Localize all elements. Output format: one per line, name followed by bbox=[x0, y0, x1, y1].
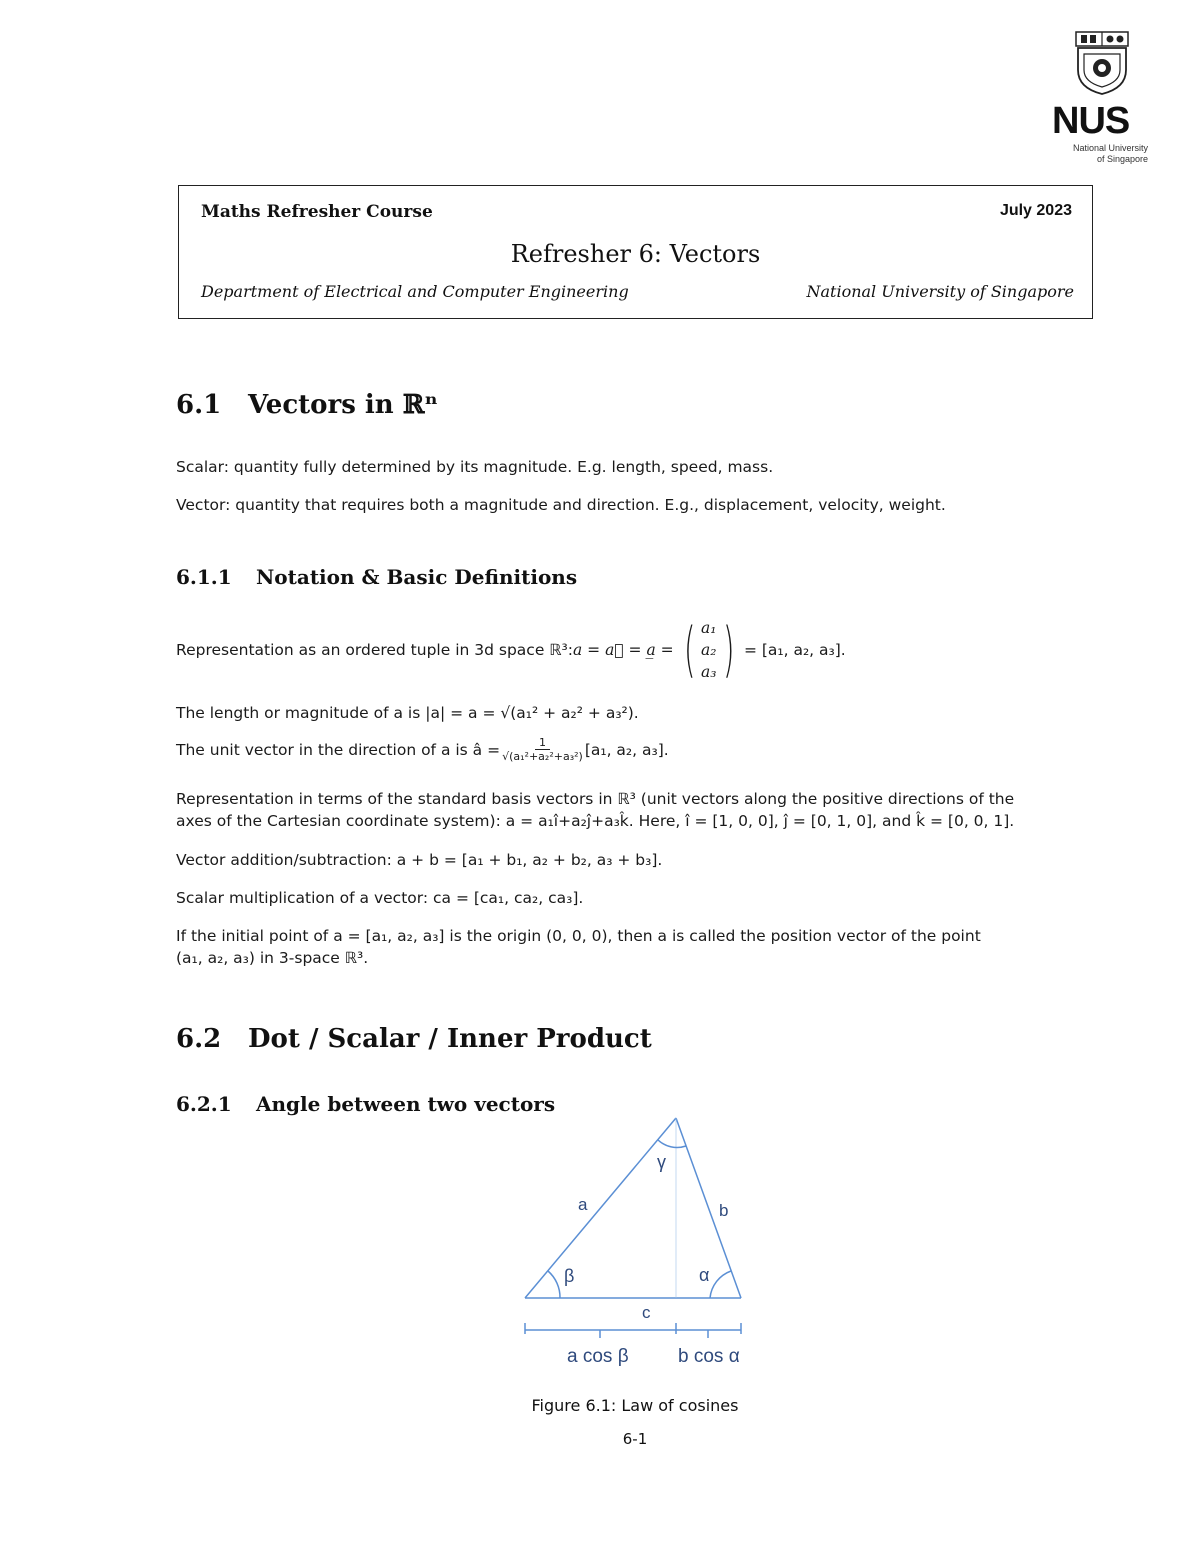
fraction-numerator: 1 bbox=[535, 736, 550, 750]
unit-suffix: [a₁, a₂, a₃]. bbox=[584, 740, 669, 759]
course-date: July 2023 bbox=[999, 202, 1072, 219]
basis-vectors-paragraph bbox=[176, 788, 1106, 832]
nus-logo-subtitle bbox=[1054, 143, 1148, 165]
label-alpha: α bbox=[699, 1265, 710, 1285]
representation-math: a = a⃗ = a̲ = bbox=[573, 641, 674, 659]
representation-suffix: = [a₁, a₂, a₃]. bbox=[743, 641, 846, 659]
logo-subtitle-line2: of Singapore bbox=[1096, 154, 1148, 164]
figure-caption: Figure 6.1: Law of cosines bbox=[531, 1396, 739, 1415]
scalar-definition: Scalar: quantity fully determined by its magnitude. E.g. length, speed, mass. bbox=[176, 458, 774, 476]
scalar-multiplication: Scalar multiplication of a vector: ca = [ca₁, ca₂, ca₃]. bbox=[176, 889, 584, 907]
column-entry: a₂ bbox=[701, 641, 717, 659]
university-name: National University of Singapore bbox=[806, 282, 1074, 301]
fraction-denominator: √(a₁²+a₂²+a₃²) bbox=[502, 750, 583, 763]
representation-line bbox=[176, 612, 846, 688]
section-heading-6-2 bbox=[176, 1024, 652, 1054]
nus-logo bbox=[1052, 30, 1148, 170]
label-b-cos-alpha: b cos α bbox=[678, 1346, 740, 1367]
position-line-2: (a₁, a₂, a₃) in 3-space ℝ³. bbox=[176, 949, 369, 967]
basis-line-1: Representation in terms of the standard basis vectors in ℝ³ (unit vectors along the positive directions of the bbox=[176, 790, 1015, 808]
unit-vector-definition bbox=[176, 736, 669, 763]
subsection-number: 6.1.1 bbox=[176, 565, 232, 589]
position-vector-paragraph bbox=[176, 925, 1106, 969]
page-number: 6-1 bbox=[622, 1430, 648, 1448]
course-name: Maths Refresher Course bbox=[201, 202, 433, 222]
representation-prefix: Representation as an ordered tuple in 3d space ℝ³: bbox=[176, 641, 573, 659]
logo-subtitle-line1: National University bbox=[1072, 143, 1148, 153]
section-heading-6-2-1 bbox=[176, 1092, 555, 1116]
right-paren: ) bbox=[722, 615, 735, 685]
basis-line-2: axes of the Cartesian coordinate system): a = a₁î+a₂ĵ+a₃k̂. Here, î = [1, 0, 0], ĵ = [0, 1, 0], and k̂ = [0, 0, 1]. bbox=[176, 812, 1015, 830]
label-a: a bbox=[578, 1195, 588, 1214]
position-line-1: If the initial point of a = [a₁, a₂, a₃] is the origin (0, 0, 0), then a is called the position vector of the point bbox=[176, 927, 981, 945]
section-heading-6-1-1 bbox=[176, 565, 577, 589]
beta-arc bbox=[548, 1271, 560, 1298]
header-box bbox=[178, 185, 1093, 319]
section-title: Dot / Scalar / Inner Product bbox=[248, 1024, 652, 1054]
vector-definition: Vector: quantity that requires both a magnitude and direction. E.g., displacement, velocity, weight. bbox=[176, 496, 946, 514]
length-definition: The length or magnitude of a is |a| = a = √(a₁² + a₂² + a₃²). bbox=[176, 704, 639, 722]
unit-prefix: The unit vector in the direction of a is â = bbox=[176, 740, 501, 759]
alpha-arc bbox=[710, 1271, 731, 1298]
law-of-cosines-figure bbox=[500, 1110, 770, 1380]
document-title: Refresher 6: Vectors bbox=[510, 240, 761, 268]
subsection-title: Angle between two vectors bbox=[256, 1092, 556, 1116]
section-number: 6.1 bbox=[176, 390, 222, 420]
nus-logo-text: NUS bbox=[1052, 100, 1130, 142]
side-a-line bbox=[525, 1118, 676, 1298]
column-entry: a₁ bbox=[701, 619, 717, 637]
section-title: Vectors in ℝⁿ bbox=[248, 390, 438, 420]
label-a-cos-beta: a cos β bbox=[567, 1346, 629, 1367]
column-vector bbox=[678, 617, 740, 683]
nus-crest-icon bbox=[1072, 30, 1132, 96]
label-b: b bbox=[719, 1201, 729, 1220]
label-c: c bbox=[642, 1303, 651, 1322]
left-paren: ( bbox=[683, 615, 696, 685]
unit-fraction bbox=[502, 736, 583, 763]
subsection-title: Notation & Basic Definitions bbox=[256, 565, 578, 589]
column-vector-entries bbox=[701, 617, 716, 683]
subsection-number: 6.2.1 bbox=[176, 1092, 232, 1116]
label-gamma: γ bbox=[657, 1152, 666, 1172]
section-heading-6-1 bbox=[176, 390, 438, 420]
column-entry: a₃ bbox=[701, 663, 717, 681]
label-beta: β bbox=[564, 1266, 575, 1286]
section-number: 6.2 bbox=[176, 1024, 222, 1054]
gamma-arc bbox=[658, 1140, 686, 1147]
vector-addition: Vector addition/subtraction: a + b = [a₁ + b₁, a₂ + b₂, a₃ + b₃]. bbox=[176, 851, 663, 869]
department-name: Department of Electrical and Computer Engineering bbox=[201, 282, 629, 301]
